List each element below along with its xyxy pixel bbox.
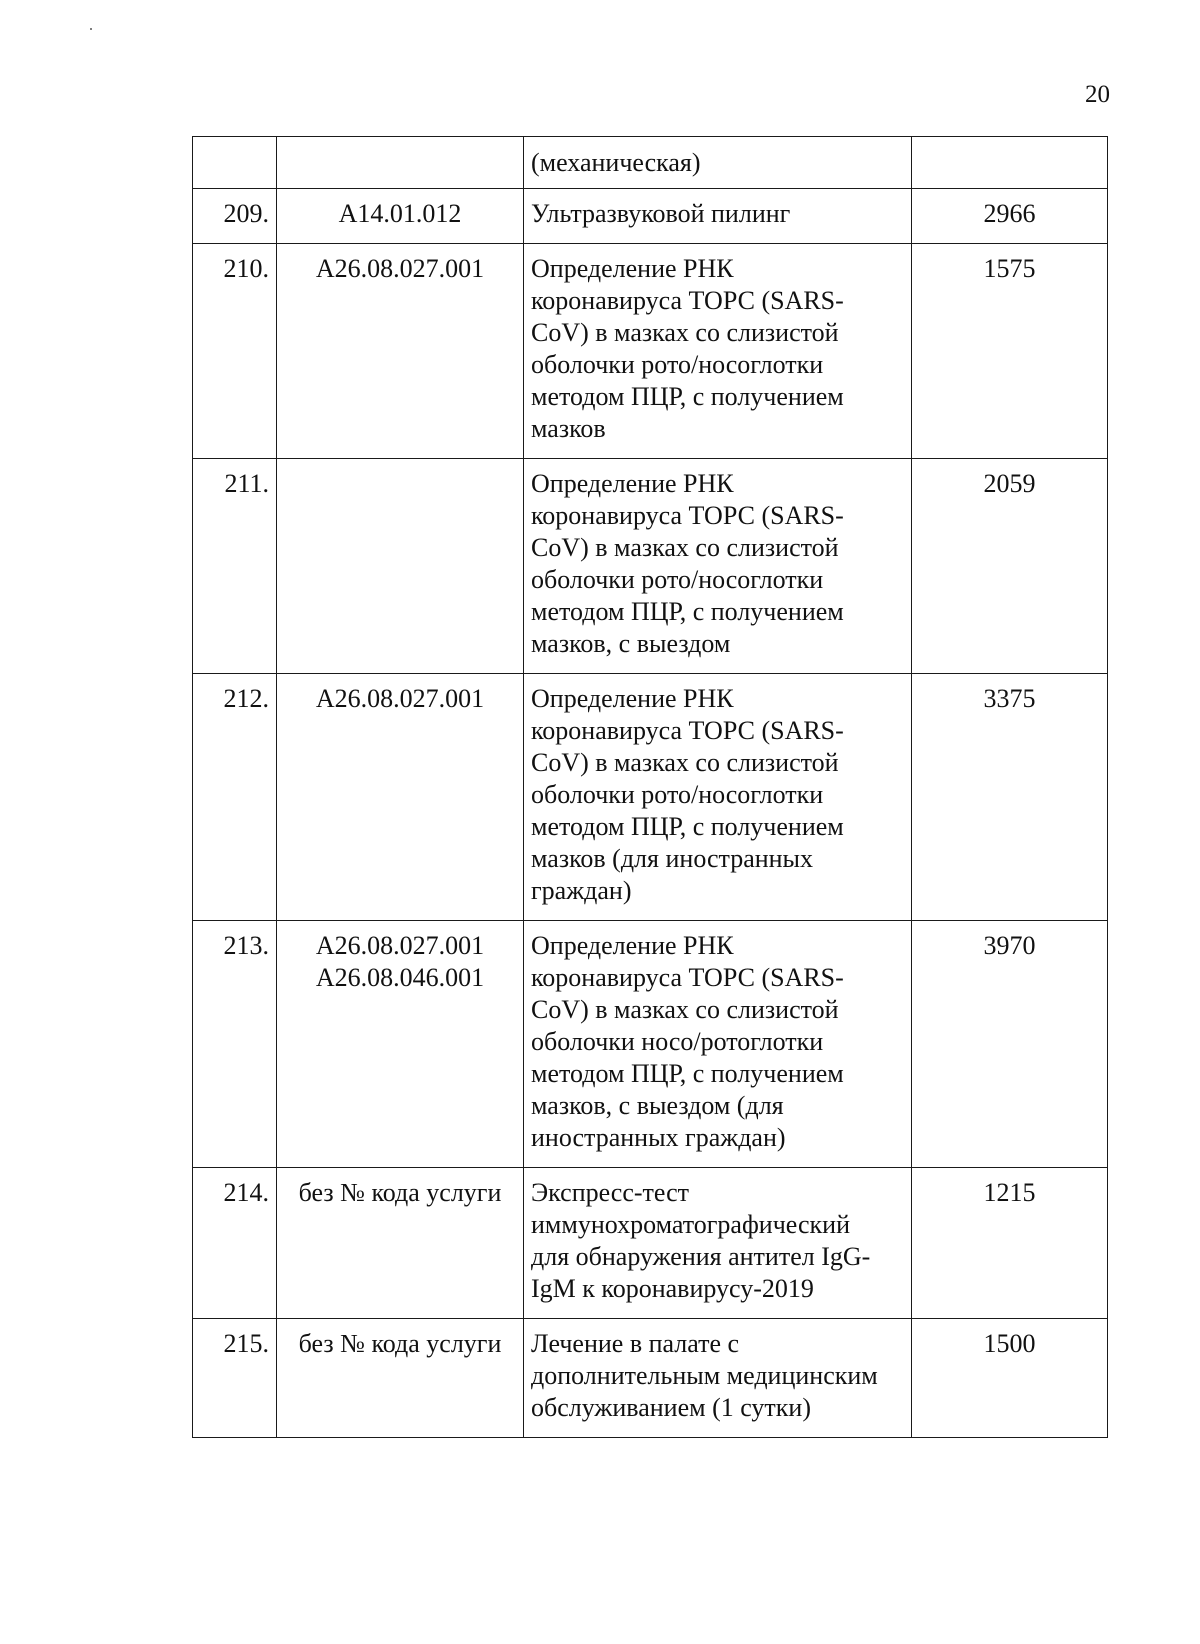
price-cell (912, 137, 1108, 189)
service-code: без № кода услуги (298, 1178, 502, 1207)
service-code-cell (277, 921, 524, 1168)
table-body (193, 137, 1108, 1438)
row-number-cell: 215. (193, 1319, 277, 1438)
service-code: без № кода услуги (298, 1329, 502, 1358)
service-name-line: Определение РНК (531, 254, 734, 283)
service-name-line: оболочки носо/ротоглотки (531, 1027, 824, 1056)
service-name-cell (524, 1168, 912, 1319)
service-name-line: Определение РНК (531, 469, 734, 498)
service-name-line: Определение РНК (531, 931, 734, 960)
service-name-line: дополнительным медицинским (531, 1361, 878, 1390)
row-number-cell: 213. (193, 921, 277, 1168)
service-name-line: мазков, с выездом (531, 629, 731, 658)
service-code: А26.08.027.001 (315, 254, 485, 283)
service-code: А26.08.027.001 (315, 931, 485, 960)
service-name-cell (524, 674, 912, 921)
service-name-cell (524, 921, 912, 1168)
page-number: 20 (1085, 81, 1110, 108)
row-number-cell (193, 137, 277, 189)
row-number-cell: 209. (193, 189, 277, 244)
service-name-cell (524, 1319, 912, 1438)
service-name-line: граждан) (531, 876, 632, 905)
service-name-line: Ультразвуковой пилинг (531, 199, 791, 228)
service-name-line: CoV) в мазках со слизистой (531, 318, 839, 347)
service-code-cell (277, 459, 524, 674)
service-code-cell (277, 244, 524, 459)
service-name-line: методом ПЦР, с получением (531, 382, 844, 411)
service-name-line: коронавируса ТОРС (SARS- (531, 716, 844, 745)
service-name-line: иммунохроматографический (531, 1210, 850, 1239)
service-code-cell (277, 674, 524, 921)
table-row (193, 1168, 1108, 1319)
service-name-line: иностранных граждан) (531, 1123, 786, 1152)
service-name-cell (524, 137, 912, 189)
price-cell: 2059 (912, 459, 1108, 674)
service-name-line: оболочки рото/носоглотки (531, 350, 824, 379)
service-name-line: оболочки рото/носоглотки (531, 565, 824, 594)
price-cell: 1575 (912, 244, 1108, 459)
service-name-line: обслуживанием (1 сутки) (531, 1393, 811, 1422)
service-name-line: Экспресс-тест (531, 1178, 689, 1207)
table-row (193, 1319, 1108, 1438)
service-name-line: Лечение в палате с (531, 1329, 740, 1358)
price-cell: 1500 (912, 1319, 1108, 1438)
service-name-line: коронавируса ТОРС (SARS- (531, 963, 844, 992)
service-code: А26.08.046.001 (315, 963, 485, 992)
service-name-cell (524, 459, 912, 674)
service-name-line: оболочки рото/носоглотки (531, 780, 824, 809)
table-row (193, 137, 1108, 189)
service-name-line: IgM к коронавирусу-2019 (531, 1274, 814, 1303)
service-name-line: методом ПЦР, с получением (531, 597, 844, 626)
row-number-cell: 211. (193, 459, 277, 674)
service-name-line: методом ПЦР, с получением (531, 812, 844, 841)
service-name-line: мазков (531, 414, 606, 443)
service-name-line: Определение РНК (531, 684, 734, 713)
service-name-cell (524, 244, 912, 459)
price-cell: 1215 (912, 1168, 1108, 1319)
service-name-line: CoV) в мазках со слизистой (531, 995, 839, 1024)
service-name-line: для обнаружения антител IgG- (531, 1242, 871, 1271)
service-code-cell (277, 1168, 524, 1319)
row-number-cell: 214. (193, 1168, 277, 1319)
service-code-cell (277, 189, 524, 244)
table-row (193, 459, 1108, 674)
price-cell: 3970 (912, 921, 1108, 1168)
table-row (193, 244, 1108, 459)
service-code-cell (277, 1319, 524, 1438)
service-name-cell (524, 189, 912, 244)
row-number-cell: 212. (193, 674, 277, 921)
service-name-line: коронавируса ТОРС (SARS- (531, 286, 844, 315)
scan-speck (90, 28, 92, 30)
service-name-line: CoV) в мазках со слизистой (531, 748, 839, 777)
service-code: А14.01.012 (338, 199, 462, 228)
table-row (193, 921, 1108, 1168)
service-name-line: мазков (для иностранных (531, 844, 814, 873)
service-code-cell (277, 137, 524, 189)
price-cell: 3375 (912, 674, 1108, 921)
service-name-line: методом ПЦР, с получением (531, 1059, 844, 1088)
service-name-line: (механическая) (531, 148, 701, 177)
table-row (193, 189, 1108, 244)
service-name-line: коронавируса ТОРС (SARS- (531, 501, 844, 530)
services-price-table (192, 136, 1108, 1438)
service-name-line: CoV) в мазках со слизистой (531, 533, 839, 562)
price-cell: 2966 (912, 189, 1108, 244)
service-name-line: мазков, с выездом (для (531, 1091, 784, 1120)
row-number-cell: 210. (193, 244, 277, 459)
service-code: А26.08.027.001 (315, 684, 485, 713)
table-row (193, 674, 1108, 921)
